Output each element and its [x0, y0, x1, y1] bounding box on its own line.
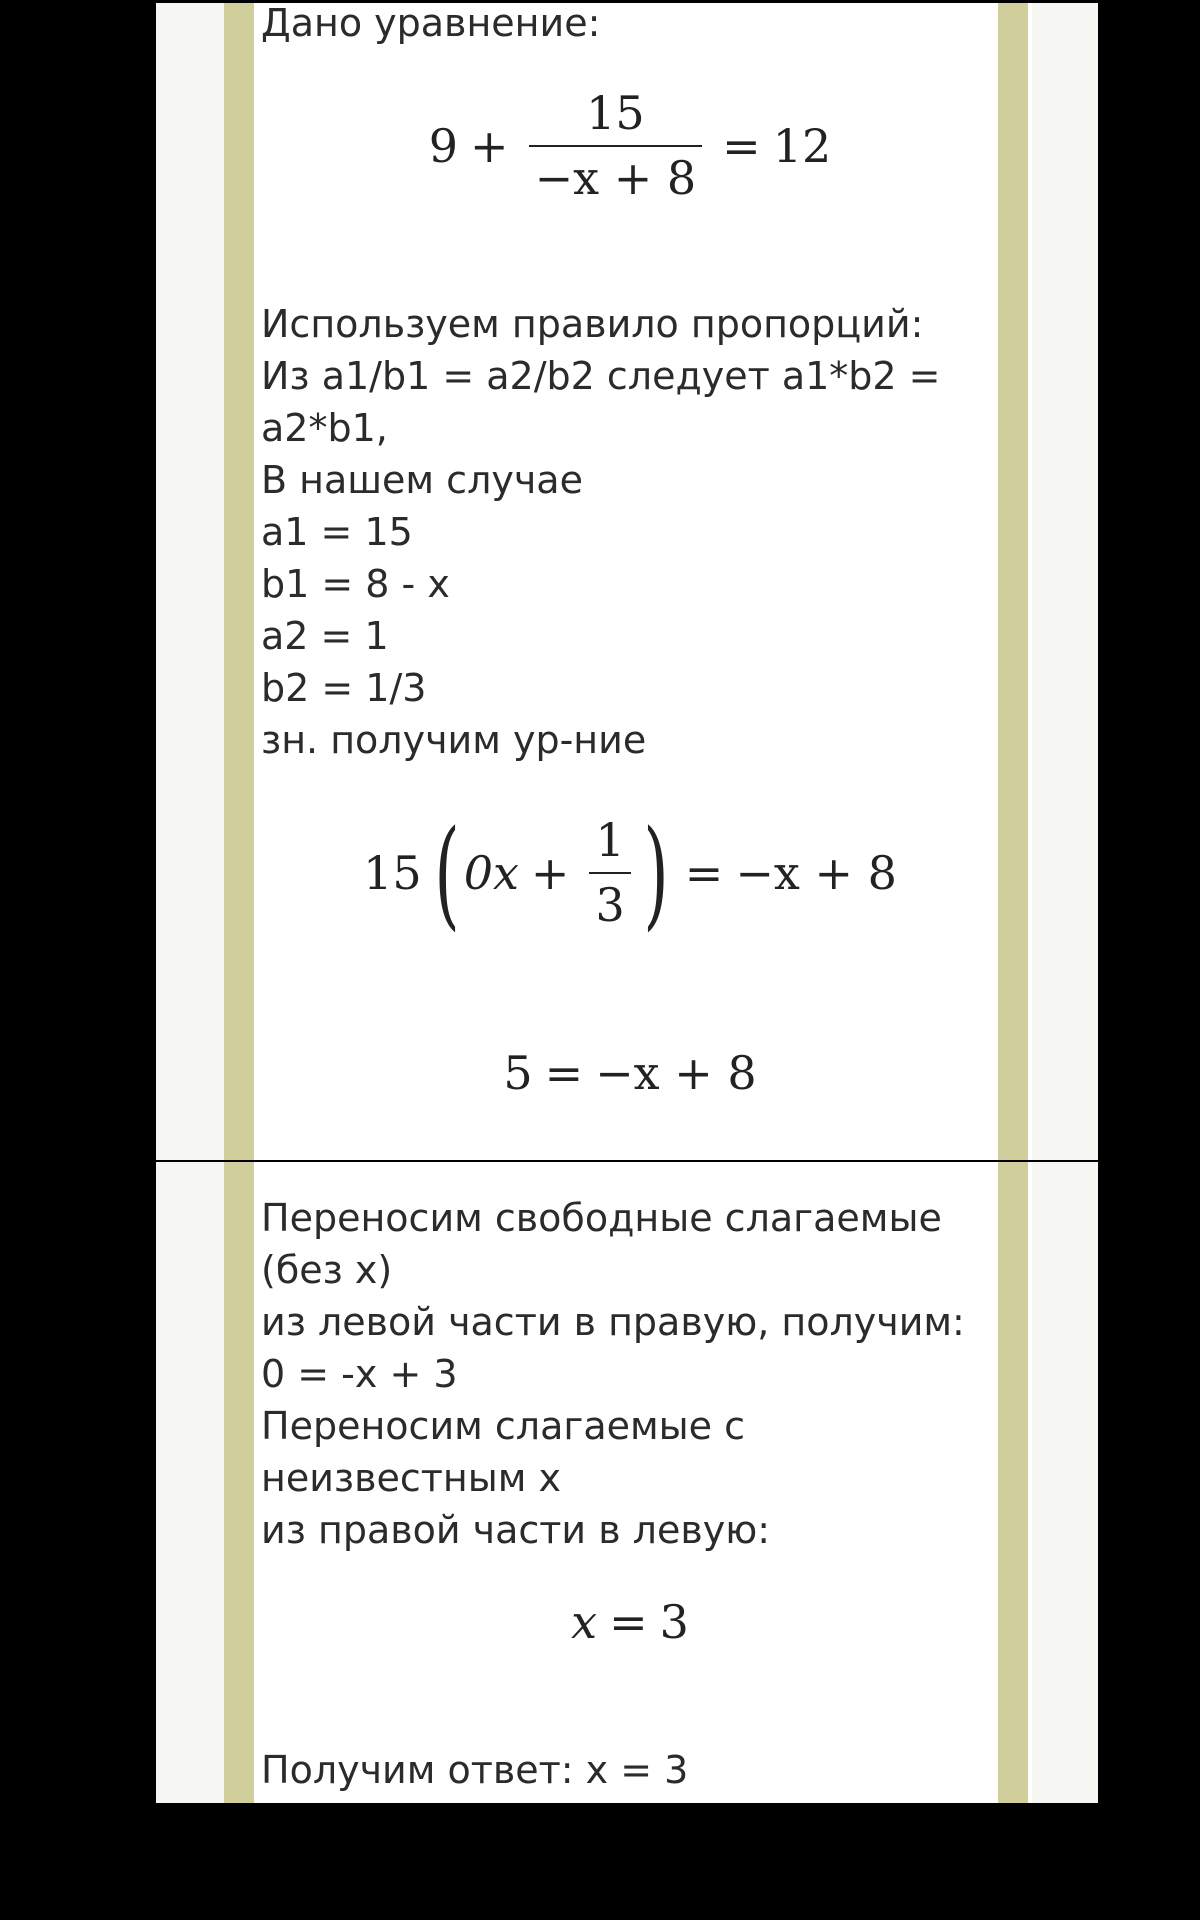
- proportion-line: В нашем случае: [261, 458, 583, 502]
- given-fraction: [529, 87, 703, 205]
- equals-sign: =: [609, 1595, 648, 1649]
- right-accent-stripe: [998, 1162, 1028, 1803]
- inner-term: 0x: [463, 846, 519, 900]
- one-third-fraction: [589, 814, 630, 932]
- proportion-line: b2 = 1/3: [261, 666, 427, 710]
- proportion-line: a2*b1,: [261, 406, 388, 450]
- close-paren: ): [643, 804, 669, 942]
- fraction-denominator: −x + 8: [534, 151, 697, 205]
- transfer-line: Переносим свободные слагаемые: [261, 1196, 942, 1240]
- transfer-line: неизвестным x: [261, 1456, 562, 1500]
- intro-label: Дано уравнение:: [261, 3, 601, 45]
- coefficient: 15: [363, 846, 422, 900]
- open-paren: (: [434, 804, 460, 942]
- given-right-side: 12: [772, 119, 832, 173]
- equation-right-side: −x + 8: [595, 1046, 757, 1100]
- solution-panel-bottom: [156, 1162, 1098, 1803]
- equals-sign: =: [722, 119, 761, 173]
- equation-right-side: −x + 8: [735, 846, 897, 900]
- transfer-line: (без x): [261, 1248, 393, 1292]
- simplified-equation: [256, 1043, 1004, 1103]
- transfer-line: из левой части в правую, получим:: [261, 1300, 965, 1344]
- fraction-bar: [529, 145, 703, 147]
- transfer-line: 0 = -x + 3: [261, 1352, 458, 1396]
- fraction-denominator: 3: [595, 878, 625, 932]
- transfer-line: из правой части в левую:: [261, 1508, 771, 1552]
- given-equation: [256, 83, 1004, 209]
- solution-panel-top: [156, 3, 1098, 1160]
- equals-sign: =: [684, 846, 724, 900]
- plus-sign: +: [530, 846, 570, 900]
- given-left-term: 9: [428, 119, 459, 173]
- equals-sign: =: [544, 1046, 584, 1100]
- fraction-numerator: 15: [586, 86, 645, 141]
- proportion-line: Используем правило пропорций:: [261, 302, 924, 346]
- proportion-line: Из a1/b1 = a2/b2 следует a1*b2 =: [261, 354, 941, 398]
- proportion-equation: [256, 803, 1004, 943]
- proportion-line: a2 = 1: [261, 614, 389, 658]
- equation-left-side: 5: [503, 1046, 533, 1100]
- proportion-line: зн. получим ур-ние: [261, 718, 647, 762]
- solution-value: 3: [659, 1595, 689, 1649]
- fraction-bar: [589, 872, 630, 874]
- transfer-line: Переносим слагаемые с: [261, 1404, 745, 1448]
- variable: x: [571, 1595, 598, 1649]
- left-accent-stripe: [224, 3, 254, 1160]
- final-equation: [256, 1592, 1004, 1652]
- left-accent-stripe: [224, 1162, 254, 1803]
- plus-sign: +: [470, 119, 509, 173]
- proportion-line: b1 = 8 - x: [261, 562, 450, 606]
- answer-line: Получим ответ: x = 3: [261, 1748, 689, 1792]
- proportion-line: a1 = 15: [261, 510, 413, 554]
- fraction-numerator: 1: [595, 813, 625, 868]
